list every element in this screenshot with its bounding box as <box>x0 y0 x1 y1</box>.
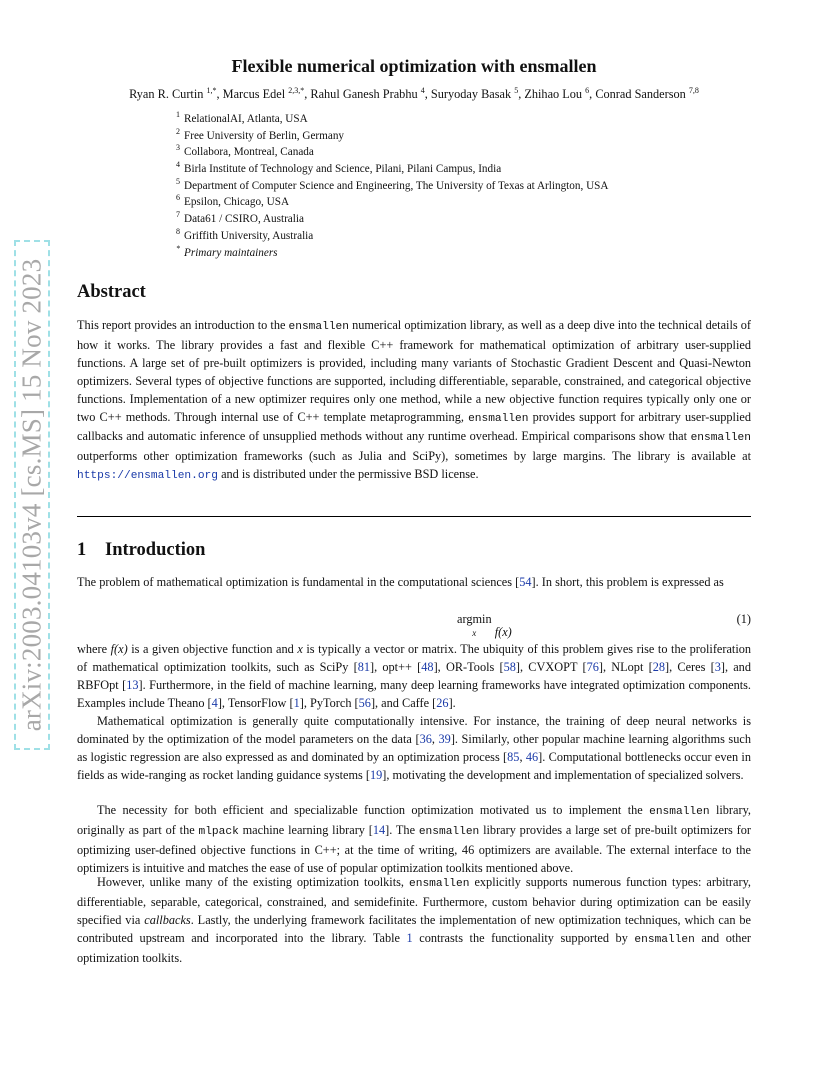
citation-link[interactable]: 81 <box>357 659 370 674</box>
citation-link[interactable]: 48 <box>421 659 434 674</box>
affiliation: $^6$ Epsilon, Chicago, USA <box>176 193 290 209</box>
affiliation: $^5$ Department of Computer Science and Engineering, The University of Texas at Arlington, USA <box>176 176 609 192</box>
author: Zhihao Lou $^6$ <box>524 86 590 101</box>
author: Conrad Sanderson $^{7,8}$ <box>595 86 699 101</box>
citation-link[interactable]: 1 <box>293 695 300 710</box>
author: Rahul Ganesh Prabhu $^4$ <box>310 86 425 101</box>
citation-link[interactable]: 85 <box>507 749 520 764</box>
citation-link[interactable]: 26 <box>436 695 449 710</box>
affiliation: $^7$ Data61 / CSIRO, Australia <box>176 210 304 226</box>
citation-link[interactable]: 3 <box>714 659 721 674</box>
code-ensmallen: ensmallen <box>468 412 529 425</box>
citation-link[interactable]: 39 <box>438 731 451 746</box>
citation-link[interactable]: 56 <box>358 695 371 710</box>
affiliation: $^1$ RelationalAI, Atlanta, USA <box>176 110 308 125</box>
equation-expression: f(x) <box>494 625 512 639</box>
citation-link[interactable]: 58 <box>503 659 516 674</box>
maintainers-note: * Primary maintainers <box>176 243 278 259</box>
author-list: Ryan R. Curtin $^{1,*}$, Marcus Edel $^{2,3,*}$, Rahul Ganesh Prabhu $^4$, Suryoday Basak $^5$, Zhihao Lou $^6$, Conrad Sanderson $^{7,8}$ <box>129 86 699 101</box>
code-ensmallen: ensmallen <box>418 825 480 838</box>
argmin-operator: argmin <box>457 612 492 626</box>
paper-title: Flexible numerical optimization with ensmallen <box>231 56 597 76</box>
author: Ryan R. Curtin $^{1,*}$ <box>129 86 217 101</box>
code-ensmallen: ensmallen <box>409 878 470 890</box>
intro-paragraph-3: Mathematical optimization is generally quite computationally intensive. For instance, the training of deep neural networks is dominated by the optimization of the model parameters on the data [36, 39]. Similarly, other popular machine learning algorithms such as logistic regression are also expressed as and dominated by an optimization process [85, 46]. Computational bottlenecks occur even in fields as wide-ranging as rocket landing guidance systems [19], motivating the development and implementation of specialized solvers. <box>77 714 751 782</box>
citation-link[interactable]: 54 <box>519 575 532 589</box>
citation-link[interactable]: 19 <box>370 767 383 782</box>
code-ensmallen: ensmallen <box>634 933 695 946</box>
citation-link[interactable]: 36 <box>419 731 432 746</box>
intro-paragraph-2: where f(x) is a given objective function and x is typically a vector or matrix. The ubiquity of this problem gives rise to the proliferation of mathematical optimization toolkits, such as SciPy [81], opt++ [48], OR-Tools [58], CVXOPT [76], NLopt [28], Ceres [3], and RBFOpt [13]. Furthermore, in the field of machine learning, many deep learning frameworks have integrated optimization components. Examples include Theano [4], TensorFlow [1], PyTorch [56], and Caffe [26]. <box>77 642 752 710</box>
table-ref-link[interactable]: 1 <box>406 930 413 945</box>
affiliation: $^3$ Collabora, Montreal, Canada <box>176 143 314 159</box>
code-mlpack: mlpack <box>198 825 239 838</box>
equation-number: (1) <box>736 612 751 626</box>
arxiv-stamp-text: arXiv:2003.04103v4 [cs.MS] 15 Nov 2023 <box>16 258 47 732</box>
citation-link[interactable]: 14 <box>372 822 386 837</box>
code-ensmallen: ensmallen <box>288 321 349 333</box>
code-ensmallen: ensmallen <box>690 432 751 445</box>
affiliation: $^8$ Griffith University, Australia <box>176 226 314 242</box>
intro-paragraph-1: The problem of mathematical optimization is fundamental in the computational sciences [54]. In short, this problem is expressed as <box>77 575 724 589</box>
arxiv-stamp <box>14 240 50 750</box>
argmin-subscript: x <box>472 628 477 638</box>
intro-paragraph-5: However, unlike many of the existing optimization toolkits, ensmallen explicitly supports numerous function types: arbitrary, differentiable, separable, categorical, constrained, and semidefinite. Furthermore, custom behavior during optimization can be easily specified via callbacks. Lastly, the underlying framework facilitates the implementation of new optimization techniques, which can be contributed upstream and incorporated into the library. Table 1 contrasts the functionality supported by ensmallen and other optimization toolkits. <box>77 875 752 965</box>
citation-link[interactable]: 46 <box>525 749 539 764</box>
introduction-heading: 1 Introduction <box>77 540 206 560</box>
abstract-text: This report provides an introduction to the ensmallen numerical optimization library, as well as a deep dive into the technical details of how it works. The library provides a fast and flexible C++ framework for mathematical optimization of arbitrary user-supplied functions. A large set of pre-built optimizers is provided, including many variants of Stochastic Gradient Descent and Quasi-Newton optimizers. Several types of objective functions are supported, including differentiable, separable, constrained, and categorical objective functions. Implementation of a new optimizer requires only one method, while a new objective function requires typically only one or two C++ methods. Through internal use of C++ template metaprogramming, ensmallen provides support for arbitrary user-supplied callbacks and automatic inference of unsupplied methods without any runtime overhead. Empirical comparisons show that ensmallen outperforms other optimization frameworks (such as Julia and SciPy), sometimes by large margins. The library is available at https://ensmallen.org and is distributed under the permissive BSD license. <box>77 318 751 483</box>
affiliation-list <box>176 111 608 261</box>
ensmallen-url-link[interactable]: https://ensmallen.org <box>77 470 218 483</box>
affiliation: $^4$ Birla Institute of Technology and Science, Pilani, Pilani Campus, India <box>176 160 502 176</box>
author: Marcus Edel $^{2,3,*}$ <box>222 86 305 101</box>
section-divider <box>77 516 751 517</box>
citation-link[interactable]: 13 <box>126 677 139 692</box>
equation-1 <box>77 612 751 642</box>
code-ensmallen: ensmallen <box>649 806 710 818</box>
author: Suryoday Basak $^5$ <box>430 86 519 101</box>
citation-link[interactable]: 28 <box>652 659 665 674</box>
intro-paragraph-4: The necessity for both efficient and specializable function optimization motivated us to implement the ensmallen library, originally as part of the mlpack machine learning library [14]. The ensmallen library provides a large set of pre-built optimizers for optimizing user-defined objective functions in C++; at the time of writing, 46 optimizers are available. The external interface to the optimizers is intuitive and matches the ease of use of popular optimization toolkits mentioned above. <box>77 803 752 875</box>
abstract-heading: Abstract <box>77 282 146 302</box>
affiliation: $^2$ Free University of Berlin, Germany <box>176 126 345 142</box>
citation-link[interactable]: 4 <box>211 695 218 710</box>
citation-link[interactable]: 76 <box>586 659 599 674</box>
